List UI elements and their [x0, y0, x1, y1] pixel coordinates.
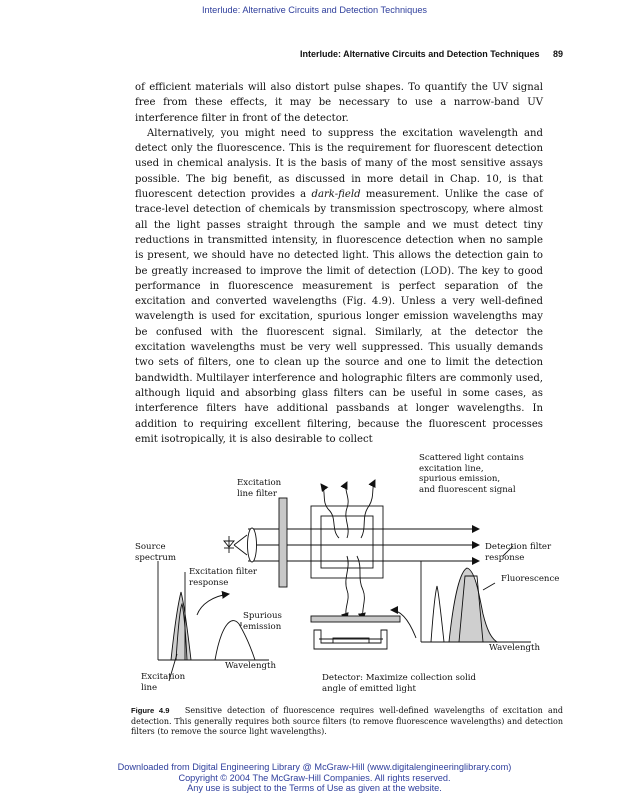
label-source-spectrum: Source spectrum	[135, 542, 177, 563]
label-detector: Detector: Maximize collection solid angle of emitted light	[322, 673, 477, 694]
footer	[0, 762, 629, 794]
caption-text: Sensitive detection of fluorescence requires well-defined wavelengths of excitation and detection. This generally requires both source filters (to remove fluorescence wavelengths) and detection filters (to remove the source light wavelengths).	[131, 706, 563, 736]
body-text	[135, 80, 543, 447]
excitation-line-filter	[279, 498, 287, 587]
label-wavelength-right: Wavelength	[489, 643, 541, 653]
detector	[314, 630, 387, 649]
figure-caption	[131, 706, 563, 738]
running-head: Interlude: Alternative Circuits and Detection Techniques	[300, 49, 540, 59]
figure-4-9	[131, 444, 571, 706]
sample-cuvette	[311, 506, 383, 578]
detection-filter	[311, 616, 400, 622]
label-spurious-emission: Spurious emission	[243, 611, 282, 632]
paragraph-2	[135, 126, 543, 447]
footer-download-link[interactable]: Downloaded from Digital Engineering Library @ McGraw-Hill (www.digitalengineeringlibrary.com)	[117, 762, 512, 772]
page-number: 89	[553, 49, 564, 59]
label-excitation-line: Excitation line	[141, 672, 186, 693]
footer-terms[interactable]: Any use is subject to the Terms of Use as given at the website.	[187, 783, 442, 794]
footer-copyright[interactable]: Copyright © 2004 The McGraw-Hill Companies. All rights reserved.	[178, 772, 451, 783]
paragraph-2-part-a: Alternatively, you might need to suppress the excitation wavelength and detect only the fluorescence. This is the requirement for fluorescent detection used in chemical analysis. It is the basis of many of the most sensitive assays possible. The big benefit, as discussed in more detail in Chap. 10, is that fluorescent detection provides a	[135, 127, 543, 201]
label-wavelength-left: Wavelength	[225, 661, 277, 671]
paragraph-2-part-b: measurement. Unlike the case of trace-level detection of chemicals by transmission spectroscopy, where almost all the light passes straight through the sample and we must detect tiny reductions in transmitted intensity, in fluorescence detection when no sample is present, we should have no detected light. This allows the detection gain to be greatly increased to improve the limit of detection (LOD). The key to good performance in fluorescence measurement is perfect separation of the excitation and converted wavelengths (Fig. 4.9). Unless a very well-defined wavelength is used for excitation, spurious longer emission wavelengths may be confused with the fluorescent signal. Similarly, at the detector the excitation wavelengths must be very well suppressed. This usually demands two sets of filters, one to clean up the source and one to limit the detection bandwidth. Multilayer interference and holographic filters are commonly used, although liquid and absorbing glass filters can be useful in some cases, as interference filters have additional passbands at longer wavelengths. In addition to requiring excellent filtering, because the fluorescent processes emit isotropically, it is also desirable to collect	[135, 189, 543, 445]
top-link[interactable]: Interlude: Alternative Circuits and Detection Techniques	[201, 5, 428, 15]
label-fluorescence: Fluorescence	[501, 574, 560, 584]
scattered-light-arrows	[321, 480, 375, 620]
paragraph-1: of efficient materials will also distort pulse shapes. To quantify the UV signal free from these effects, it may be necessary to use a narrow-band UV interference filter in front of the detector.	[135, 82, 543, 124]
label-excitation-line-filter: Excitation line filter	[237, 478, 282, 499]
caption-label: Figure 4.9	[131, 706, 170, 715]
paragraph-2-emphasis: dark-field	[311, 189, 361, 201]
label-detection-filter-response: Detection filter response	[485, 542, 552, 563]
label-excitation-filter-response: Excitation filter response	[189, 567, 258, 588]
light-source-icon	[224, 528, 257, 562]
label-scattered-light: Scattered light contains excitation line, spurious emission, and fluorescent signal	[419, 453, 524, 495]
